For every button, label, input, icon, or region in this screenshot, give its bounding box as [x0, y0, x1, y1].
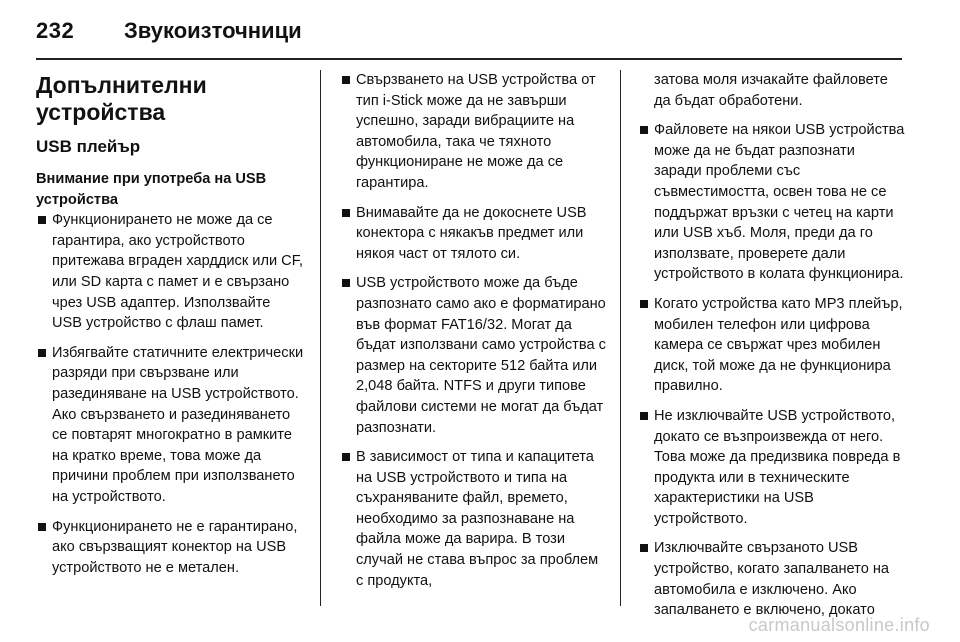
section-title: Допълнителни устройства — [36, 72, 207, 125]
column-divider-2 — [620, 70, 621, 606]
list-item: USB устройството може да бъде разпознато само ако е форматирано във формат FAT16/32. Могат да бъдат използвани само устройства с размер на секторите 512 байта или 2,048 байта. NTFS и други типове файлови системи не могат да бъдат разпознати. — [340, 273, 608, 438]
column-3 — [638, 70, 906, 630]
list-item: Изключвайте свързаното USB устройство, когато запалването на автомобила е изключено. Ако запалването е включено, докато — [638, 538, 906, 620]
list-item: Файловете на някои USB устройства може да не бъдат разпознати заради проблеми със съвместимостта, освен това не се поддържат връзки с четец на карти или USB хъб. Моля, преди да го използвате, проверете дали устройството в колата функционира. — [638, 120, 906, 285]
list-item: Не изключвайте USB устройството, докато се възпроизвежда от него. Това може да предизвика повреда в продукта или в техническите характеристики на USB устройството. — [638, 406, 906, 530]
list-item: Внимавайте да не докоснете USB конектора с някакъв предмет или някоя част от тялото си. — [340, 203, 608, 265]
list-item: Функционирането не е гарантирано, ако свързващият конектор на USB устройството не е метален. — [36, 517, 304, 579]
subsection-title: USB плейър — [36, 137, 141, 156]
watermark: carmanualsonline.info — [748, 615, 930, 635]
list-item: Избягвайте статичните електрически разряди при свързване или разединяване на USB устройството. Ако свързването и разединяването се повтарят многократно в рамките на кратко време, това може да причини проблем при използването на устройството. — [36, 343, 304, 508]
list-item: В зависимост от типа и капацитета на USB устройството и типа на съхраняваните файл, времето, необходимо за разпознаване на файла може да варира. В този случай не става въпрос за проблем с продукта, — [340, 447, 608, 591]
note-heading: Внимание при употреба на USB устройства — [36, 171, 267, 208]
bullet-list — [340, 70, 608, 591]
column-1 — [36, 68, 304, 587]
page-title: Звукоизточници — [124, 18, 302, 43]
bullet-list — [36, 210, 304, 578]
page-number: 232 — [36, 18, 75, 43]
page-header — [36, 10, 926, 54]
list-item: Функционирането не може да се гарантира, ако устройството притежава вграден харддиск или CF, или SD карта с памет и е свързано чрез USB адаптер. Използвайте USB устройство с флаш памет. — [36, 210, 304, 334]
column-divider-1 — [320, 70, 321, 606]
header-divider — [36, 58, 902, 60]
column-2 — [340, 70, 608, 600]
list-item: Свързването на USB устройства от тип i-Stick може да не завърши успешно, заради вибрациите на автомобила, така че тяхното функциониране не може да се гарантира. — [340, 70, 608, 194]
bullet-list — [638, 120, 906, 621]
continued-text: затова моля изчакайте файловете да бъдат обработени. — [654, 72, 888, 109]
list-item: Когато устройства като MP3 плейър, мобилен телефон или цифрова камера се свържат чрез мобилен диск, той може да не функционира правилно. — [638, 294, 906, 397]
